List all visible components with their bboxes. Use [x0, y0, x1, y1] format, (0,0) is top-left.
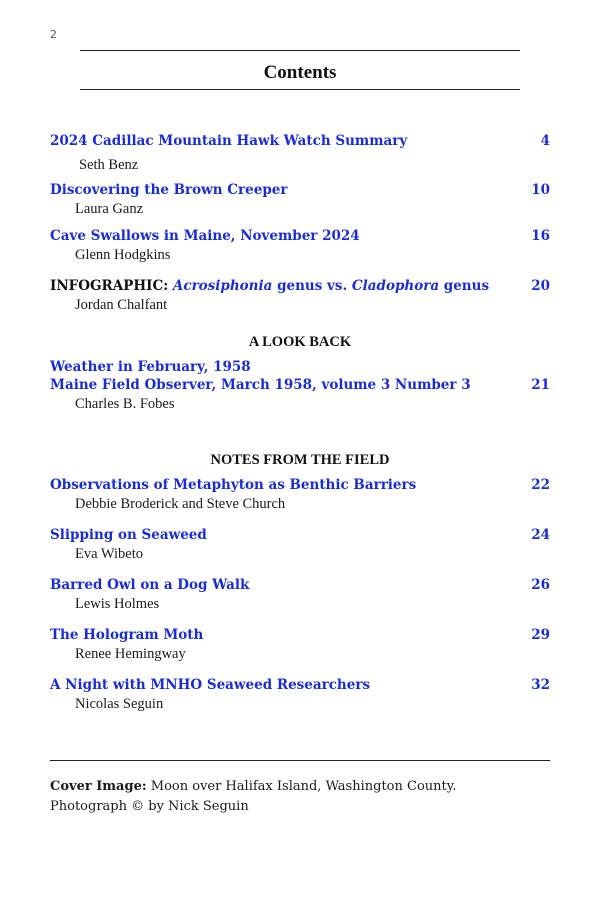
toc-entry-title[interactable]: Discovering the Brown Creeper — [50, 182, 288, 198]
cover-credit: Photograph © by Nick Seguin — [50, 799, 249, 814]
genus-text: genus — [443, 278, 490, 294]
toc-entry-author: Seth Benz — [79, 157, 139, 173]
toc-entry[interactable] — [50, 527, 550, 543]
cover-label: Cover Image: — [50, 779, 147, 794]
toc-entry[interactable] — [50, 627, 550, 643]
toc-entry[interactable] — [50, 477, 550, 493]
toc-entry-page[interactable]: 4 — [540, 133, 550, 149]
genus-b: Cladophora — [351, 278, 440, 294]
toc-entry-title[interactable]: Maine Field Observer, March 1958, volume 3 Number 3 — [50, 377, 471, 393]
toc-entry-author: Glenn Hodgkins — [75, 247, 171, 263]
toc-entry-infographic[interactable] — [50, 278, 550, 294]
cover-text: Moon over Halifax Island, Washington County. — [150, 779, 457, 794]
toc-entry[interactable] — [50, 228, 550, 244]
toc-entry-page[interactable]: 26 — [531, 577, 550, 593]
toc-entry-page[interactable]: 24 — [531, 527, 550, 543]
top-rule — [80, 50, 520, 51]
toc-entry-page[interactable]: 22 — [531, 477, 550, 493]
toc-entry-look-back-line1[interactable] — [50, 359, 550, 375]
page-number: 2 — [50, 28, 57, 41]
cover-caption — [50, 777, 550, 817]
section-heading-look-back: A LOOK BACK — [248, 334, 352, 350]
toc-entry-author: Laura Ganz — [75, 201, 144, 217]
toc-entry-author: Lewis Holmes — [75, 596, 160, 612]
toc-entry-author: Nicolas Seguin — [75, 696, 164, 712]
toc-entry-title[interactable]: Slipping on Seaweed — [50, 527, 207, 543]
infographic-label: INFOGRAPHIC: — [50, 278, 169, 294]
toc-entry-title[interactable] — [50, 278, 489, 294]
cover-line — [50, 777, 550, 797]
toc-entry[interactable] — [50, 133, 550, 149]
toc-entry-title[interactable]: The Hologram Moth — [50, 627, 204, 643]
toc-entry-title[interactable]: Barred Owl on a Dog Walk — [50, 577, 250, 593]
toc-entry-page[interactable]: 29 — [531, 627, 550, 643]
toc-entry-page[interactable]: 32 — [531, 677, 550, 693]
toc-entry-title[interactable]: A Night with MNHO Seaweed Researchers — [50, 677, 371, 693]
toc-entry-title[interactable]: Observations of Metaphyton as Benthic Barriers — [50, 477, 417, 493]
toc-entry-title[interactable]: Cave Swallows in Maine, November 2024 — [50, 228, 360, 244]
toc-entry-look-back-line2[interactable] — [50, 377, 550, 393]
toc-entry[interactable] — [50, 182, 550, 198]
toc-entry[interactable] — [50, 677, 550, 693]
toc-entry-title[interactable]: Weather in February, 1958 — [50, 359, 251, 375]
section-heading-notes: NOTES FROM THE FIELD — [210, 452, 390, 468]
toc-entry-author: Eva Wibeto — [75, 546, 144, 562]
toc-entry-page[interactable]: 21 — [531, 377, 550, 393]
toc-entry-author: Debbie Broderick and Steve Church — [75, 496, 286, 512]
title-underline-rule — [80, 89, 520, 90]
toc-entry-page[interactable]: 16 — [531, 228, 550, 244]
page-title: Contents — [263, 62, 337, 83]
toc-entry-author: Charles B. Fobes — [75, 396, 175, 412]
genus-a: Acrosiphonia — [172, 278, 273, 294]
toc-entry[interactable] — [50, 577, 550, 593]
bottom-rule — [50, 760, 550, 761]
toc-entry-author: Jordan Chalfant — [75, 297, 168, 313]
toc-entry-title[interactable]: 2024 Cadillac Mountain Hawk Watch Summary — [50, 133, 408, 149]
genus-vs-text: genus vs. — [277, 278, 348, 294]
toc-entry-author: Renee Hemingway — [75, 646, 186, 662]
toc-entry-page[interactable]: 10 — [531, 182, 550, 198]
toc-entry-page[interactable]: 20 — [531, 278, 550, 294]
